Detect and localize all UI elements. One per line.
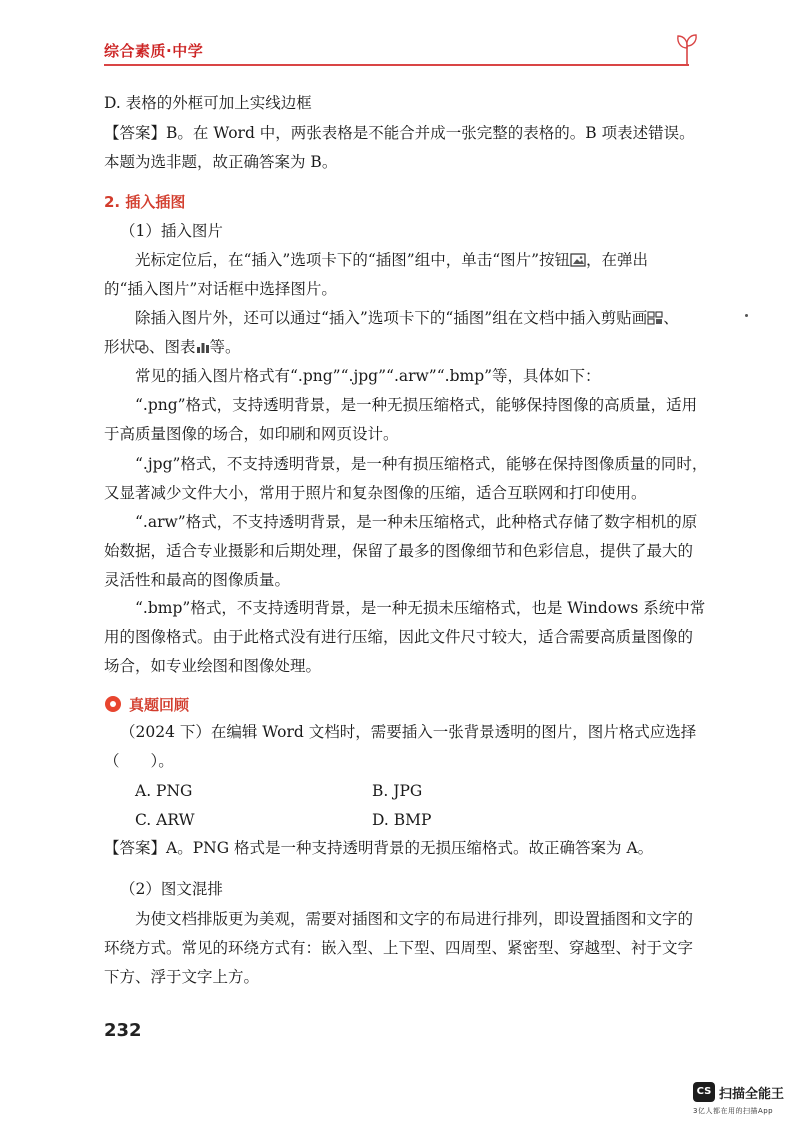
picture-icon [570,253,586,267]
scanner-name: 扫描全能王 [719,1087,785,1102]
prev-answer-line1 [104,123,704,143]
paragraph-2-line2 [104,337,704,357]
arw-line1: “.arw”格式，不支持透明背景，是一种未压缩格式，此种格式存储了数字相机的原 [135,513,698,531]
review-question-line2: （ ）。 [104,752,174,770]
jpg-line2: 又显著减少文件大小，常用于照片和复杂图像的压缩，适合互联网和打印使用。 [104,484,647,502]
bmp-line2: 用的图像格式。由于此格式没有进行压缩，因此文件尺寸较大，适合需要高质量图像的 [104,628,694,646]
review-option-b: B. JPG [372,782,423,800]
past-exam-review [105,693,189,715]
paragraph-1-line2: 的“插入图片”对话框中选择图片。 [104,280,337,298]
review-option-c: C. ARW [135,811,195,829]
arw-line2: 始数据，适合专业摄影和后期处理，保留了最多的图像细节和色彩信息，提供了最大的 [104,542,694,560]
p2-shape-text: 形状 [104,338,136,356]
p2-text-end: 、 [663,309,679,327]
png-line2: 于高质量图像的场合，如印刷和网页设计。 [104,425,399,443]
arw-line3: 灵活性和最高的图像质量。 [104,571,291,589]
p1-text: 光标定位后，在“插入”选项卡下的“插图”组中，单击“图片”按钮 [135,251,571,269]
review-label: 真题回顾 [129,695,190,714]
review-question-line1: （2024 下）在编辑 Word 文档时，需要插入一张背景透明的图片，图片格式应选择 [120,723,697,741]
scanner-watermark [693,1082,793,1122]
p2-chart-text: 、图表 [149,338,196,356]
scan-speck [745,314,748,317]
review-option-d: D. BMP [372,811,432,829]
subheading-text-wrapping: （2）图文混排 [120,880,223,898]
subheading-insert-picture: （1）插入图片 [120,222,223,240]
paragraph-2-line1 [135,308,735,328]
chart-icon [196,340,210,354]
review-icon [105,696,121,712]
page-number: 232 [104,1020,142,1041]
p2-end-text: 等。 [209,338,241,356]
wrap-line3: 下方、浮于文字上方。 [104,968,260,986]
paragraph-3: 常见的插入图片格式有“.png”“.jpg”“.arw”“.bmp”等，具体如下： [135,367,601,385]
review-answer-label: 【答案】 [104,839,167,857]
option-d: D. 表格的外框可加上实线边框 [104,94,312,112]
p2-text: 除插入图片外，还可以通过“插入”选项卡下的“插图”组在文档中插入剪贴画 [135,309,648,327]
scanner-logo-icon: CS [693,1082,715,1102]
prev-answer-line2: 本题为选非题，故正确答案为 B。 [104,153,338,171]
header-rule [104,64,689,66]
answer-text: B。在 Word 中，两张表格是不能合并成一张完整的表格的。B 项表述错误。 [166,124,695,142]
sprout-icon [672,30,702,66]
review-answer-text: A。PNG 格式是一种支持透明背景的无损压缩格式。故正确答案为 A。 [166,839,654,857]
clip-art-icon [647,311,663,325]
bmp-line1: “.bmp”格式，不支持透明背景，是一种无损未压缩格式，也是 Windows 系统中常 [135,599,706,617]
review-answer [104,838,704,858]
shapes-icon [135,340,149,354]
paragraph-1-line1 [135,250,735,270]
png-line1: “.png”格式，支持透明背景，是一种无损压缩格式，能够保持图像的高质量，适用 [135,396,698,414]
bmp-line3: 场合，如专业绘图和图像处理。 [104,657,322,675]
p1-text-end: ，在弹出 [586,251,649,269]
header-title: 综合素质·中学 [104,42,204,60]
answer-label: 【答案】 [104,124,167,142]
section-heading-insert-illustration: 2. 插入插图 [104,193,186,211]
wrap-line2: 环绕方式。常见的环绕方式有：嵌入型、上下型、四周型、紧密型、穿越型、衬于文字 [104,939,694,957]
scanner-tagline: 3亿人都在用的扫描App [693,1107,774,1115]
review-option-a: A. PNG [135,782,193,800]
jpg-line1: “.jpg”格式，不支持透明背景，是一种有损压缩格式，能够在保持图像质量的同时， [135,455,708,473]
wrap-line1: 为使文档排版更为美观，需要对插图和文字的布局进行排列，即设置插图和文字的 [135,910,694,928]
page-header [0,0,800,70]
